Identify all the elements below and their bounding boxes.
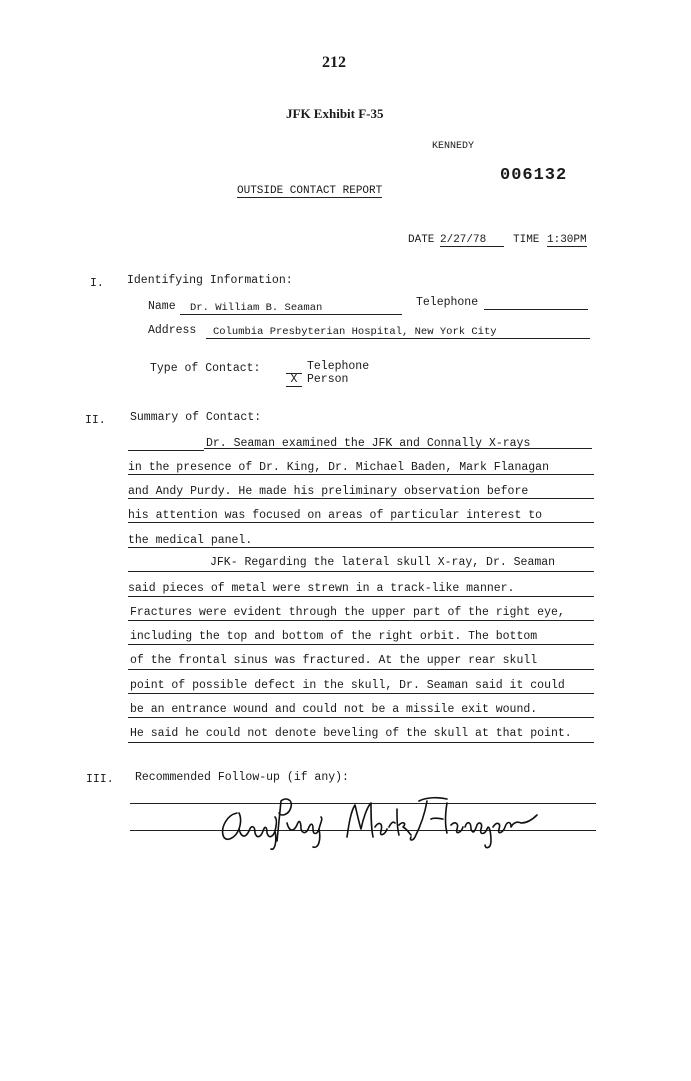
- time-value: 1:30PM: [547, 234, 587, 246]
- date-value: 2/27/78: [440, 234, 504, 247]
- address-underline: [206, 338, 590, 339]
- report-title: OUTSIDE CONTACT REPORT: [237, 185, 383, 197]
- summary-rule-9: [128, 644, 594, 645]
- contact-option-person-label: Person: [307, 373, 349, 386]
- summary-line-13: He said he could not denote beveling of the skull at that point.: [130, 727, 572, 740]
- section-1-number: I.: [90, 277, 104, 290]
- summary-rule-1: [204, 448, 592, 449]
- summary-indent-line-2: [128, 571, 204, 572]
- address-value: Columbia Presbyterian Hospital, New York City: [213, 326, 497, 338]
- exhibit-title: JFK Exhibit F-35: [286, 106, 384, 121]
- name-label: Name: [148, 300, 176, 313]
- summary-indent-line: [128, 450, 204, 451]
- contact-option-person-mark: X: [290, 373, 298, 386]
- summary-rule-8: [128, 620, 594, 621]
- summary-rule-11: [128, 693, 594, 694]
- summary-line-2: in the presence of Dr. King, Dr. Michael Baden, Mark Flanagan: [128, 461, 549, 474]
- section-2-title: Summary of Contact:: [130, 411, 262, 424]
- name-value: Dr. William B. Seaman: [190, 302, 323, 314]
- contact-option-telephone-label: Telephone: [307, 360, 370, 373]
- telephone-underline: [484, 309, 588, 310]
- summary-rule-5: [128, 547, 594, 548]
- date-label: DATE: [408, 234, 435, 246]
- summary-rule-10: [128, 669, 594, 670]
- summary-line-5: the medical panel.: [128, 534, 253, 547]
- time-label: TIME: [513, 234, 540, 246]
- summary-rule-3: [128, 498, 594, 499]
- summary-rule-7: [128, 596, 594, 597]
- telephone-label: Telephone: [416, 296, 479, 309]
- summary-rule-2: [128, 474, 594, 475]
- summary-line-9: including the top and bottom of the right orbit. The bottom: [130, 630, 538, 643]
- collection-label: KENNEDY: [432, 141, 475, 152]
- summary-line-8: Fractures were evident through the upper part of the right eye,: [130, 606, 565, 619]
- page-number: 212: [322, 54, 346, 71]
- summary-rule-4: [128, 522, 594, 523]
- summary-rule-12: [128, 717, 594, 718]
- contact-type-label: Type of Contact:: [150, 362, 261, 375]
- section-3-number: III.: [86, 773, 114, 786]
- summary-line-10: of the frontal sinus was fractured. At the upper rear skull: [130, 654, 538, 667]
- document-number: 006132: [500, 166, 568, 185]
- section-3-title: Recommended Follow-up (if any):: [135, 771, 349, 784]
- summary-line-6: JFK- Regarding the lateral skull X-ray, Dr. Seaman: [210, 556, 556, 569]
- name-underline: [180, 314, 402, 315]
- summary-line-11: point of possible defect in the skull, Dr. Seaman said it could: [130, 679, 565, 692]
- summary-line-4: his attention was focused on areas of particular interest to: [128, 509, 543, 522]
- summary-line-3: and Andy Purdy. He made his preliminary observation before: [128, 485, 529, 498]
- summary-line-7: said pieces of metal were strewn in a track-like manner.: [128, 582, 515, 595]
- contact-option-person-line: [286, 386, 302, 387]
- summary-line-12: be an entrance wound and could not be a missile exit wound.: [130, 703, 538, 716]
- summary-rule-13: [128, 742, 594, 743]
- address-label: Address: [148, 324, 197, 337]
- summary-line-1: Dr. Seaman examined the JFK and Connally X-rays: [206, 437, 531, 450]
- section-2-number: II.: [85, 414, 106, 427]
- section-1-title: Identifying Information:: [127, 274, 293, 287]
- summary-rule-6: [204, 571, 594, 572]
- signatures-image: [215, 793, 545, 853]
